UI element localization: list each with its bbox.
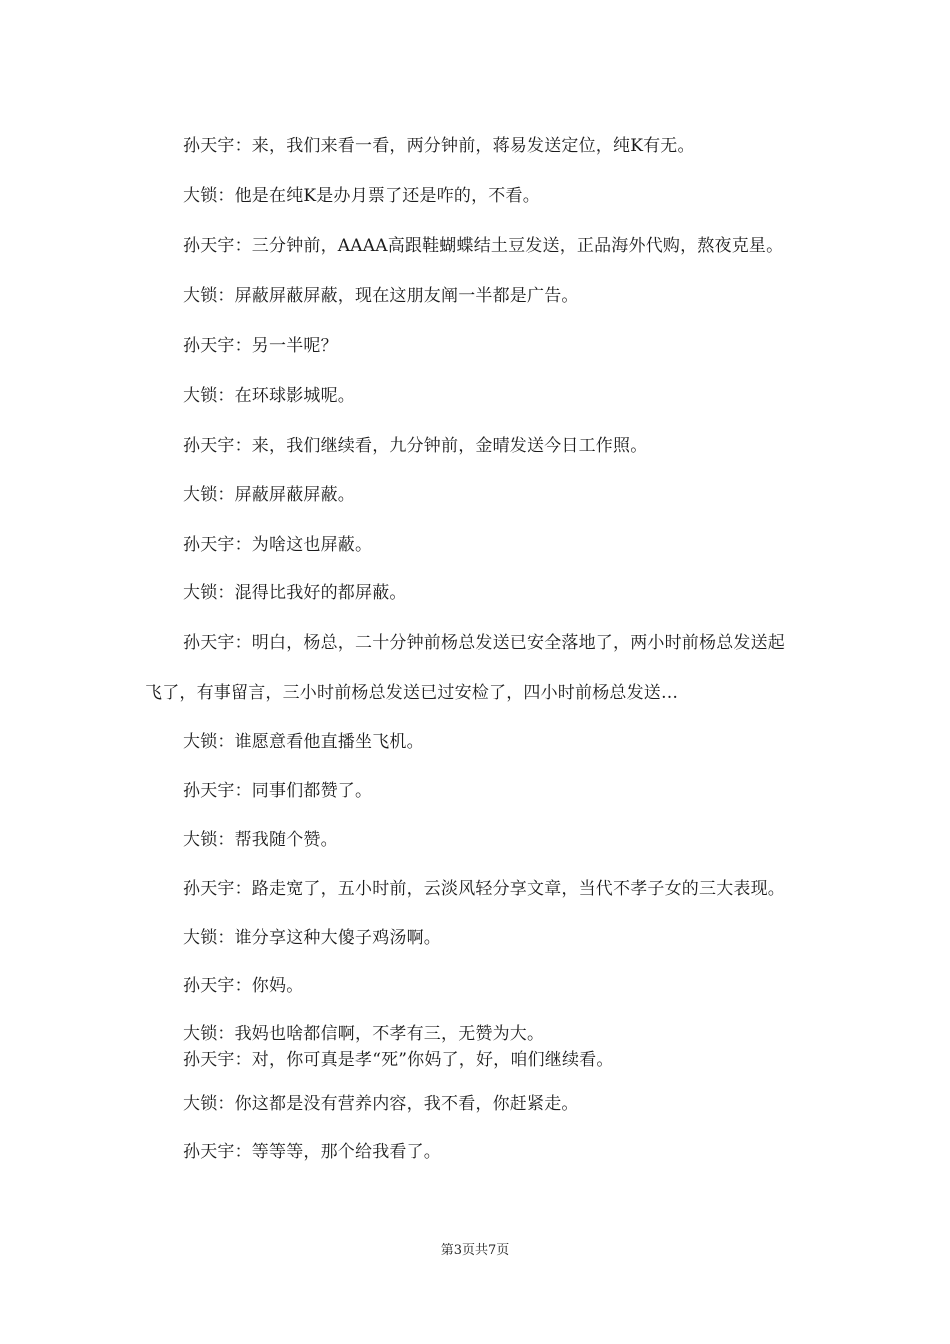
dialogue-line: 大锁：谁愿意看他直播坐飞机。 bbox=[183, 732, 424, 752]
dialogue-line: 孙天宇：来，我们继续看，九分钟前，金晴发送今日工作照。 bbox=[183, 436, 648, 456]
dialogue-line: 大锁：屏蔽屏蔽屏蔽。 bbox=[183, 485, 355, 505]
dialogue-line: 孙天宇：明白，杨总，二十分钟前杨总发送已安全落地了，两小时前杨总发送起 bbox=[183, 633, 785, 653]
dialogue-line: 孙天宇：你妈。 bbox=[183, 976, 304, 996]
dialogue-line: 大锁：帮我随个赞。 bbox=[183, 830, 338, 850]
dialogue-line: 孙天宇：三分钟前，AAAA高跟鞋蝴蝶结土豆发送，正品海外代购，熬夜克星。 bbox=[183, 236, 784, 256]
page-number-footer: 第3页共7页 bbox=[440, 1243, 510, 1258]
dialogue-line: 孙天宇：来，我们来看一看，两分钟前，蒋易发送定位，纯K有无。 bbox=[183, 136, 695, 156]
dialogue-line: 大锁：在环球影城呢。 bbox=[183, 386, 355, 406]
dialogue-line: 大锁：混得比我好的都屏蔽。 bbox=[183, 583, 407, 603]
dialogue-line: 大锁：我妈也啥都信啊，不孝有三，无赞为大。 bbox=[183, 1024, 545, 1044]
dialogue-line: 大锁：屏蔽屏蔽屏蔽，现在这朋友阐一半都是广告。 bbox=[183, 286, 579, 306]
dialogue-line: 孙天宇：另一半呢？ bbox=[183, 336, 338, 356]
dialogue-line: 孙天宇：同事们都赞了。 bbox=[183, 781, 373, 801]
dialogue-line: 孙天宇：为啥这也屏蔽。 bbox=[183, 535, 373, 555]
dialogue-line: 孙天宇：路走宽了，五小时前，云淡风轻分享文章，当代不孝子女的三大表现。 bbox=[183, 879, 785, 899]
dialogue-line: 孙天宇：等等等，那个给我看了。 bbox=[183, 1142, 441, 1162]
dialogue-line-continuation: 飞了，有事留言，三小时前杨总发送已过安检了，四小时前杨总发送… bbox=[145, 683, 679, 703]
dialogue-line: 大锁：你这都是没有营养内容，我不看，你赶紧走。 bbox=[183, 1094, 579, 1114]
dialogue-line: 大锁：他是在纯K是办月票了还是咋的，不看。 bbox=[183, 186, 540, 206]
dialogue-line: 孙天宇：对，你可真是孝“死”你妈了，好，咱们继续看。 bbox=[183, 1050, 614, 1070]
dialogue-line: 大锁：谁分享这种大傻子鸡汤啊。 bbox=[183, 928, 441, 948]
